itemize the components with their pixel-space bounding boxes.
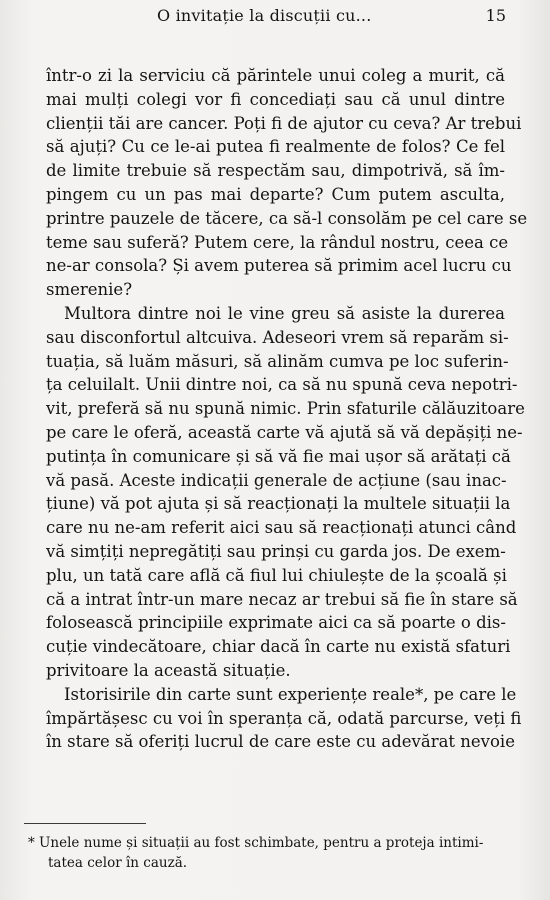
text-line: într-o zi la serviciu că părintele unui coleg a murit, că xyxy=(46,66,505,85)
text-line: smerenie? xyxy=(46,280,133,300)
text-line: cuție vindecătoare, chiar dacă în carte nu există sfaturi xyxy=(46,637,511,657)
text-line: tuația, să luăm măsuri, să alinăm cumva pe loc suferin- xyxy=(46,351,509,371)
text-line: Multora dintre noi le vine greu să asiste la durerea xyxy=(64,303,505,323)
text-line: care nu ne-am referit aici sau să reacționați atunci când xyxy=(46,518,517,538)
text-line: vă simțiți nepregătiți sau prinși cu garda jos. De exem- xyxy=(46,541,506,561)
running-title: O invitație la discuții cu... xyxy=(157,6,372,25)
text-line: putința în comunicare și să vă fie mai ușor să arătați că xyxy=(46,446,511,466)
text-line: vit, preferă să nu spună nimic. Prin sfaturile călăuzitoare xyxy=(46,399,525,419)
text-line: clienții tăi are cancer. Poți fi de ajutor cu ceva? Ar trebui xyxy=(46,113,522,133)
text-line: sau disconfortul altcuiva. Adeseori vrem să reparăm si- xyxy=(46,327,509,347)
text-line: printre pauzele de tăcere, ca să-l consolăm pe cel care se xyxy=(46,208,528,228)
page-number: 15 xyxy=(485,6,506,25)
text-line: ne-ar consola? Și avem puterea să primim acel lucru cu xyxy=(46,256,512,276)
footnote-divider xyxy=(24,823,146,824)
footnote-line: * Unele nume și situații au fost schimbate, pentru a proteja intimi- xyxy=(28,835,484,851)
body-text xyxy=(46,64,528,754)
text-line: teme sau suferă? Putem cere, la rândul nostru, ceea ce xyxy=(46,232,509,252)
text-line: pe care le oferă, această carte vă ajută să vă depășiți ne- xyxy=(46,422,523,442)
text-line: folosească principiile exprimate aici ca să poarte o dis- xyxy=(46,613,506,633)
footnote-line: tatea celor în cauză. xyxy=(48,855,188,871)
text-line: țiune) vă pot ajuta și să reacționați la multele situații la xyxy=(46,494,511,514)
text-line: privitoare la această situație. xyxy=(46,660,291,680)
text-line: mai mulți colegi vor fi concediați sau că unul dintre xyxy=(46,89,505,109)
text-line: Istorisirile din carte sunt experiențe reale*, pe care le xyxy=(64,684,517,704)
text-line: pingem cu un pas mai departe? Cum putem asculta, xyxy=(46,184,505,204)
text-line: să ajuți? Cu ce le-ai putea fi realmente de folos? Ce fel xyxy=(46,137,505,157)
text-line: împărtășesc cu voi în speranța că, odată parcurse, veți fi xyxy=(46,708,522,728)
text-line: în stare să oferiți lucrul de care este cu adevărat nevoie xyxy=(46,732,515,752)
text-line: ța celuilalt. Unii dintre noi, ca să nu spună ceva nepotri- xyxy=(46,375,518,395)
text-line: vă pasă. Aceste indicații generale de acțiune (sau inac- xyxy=(46,470,507,490)
text-line: de limite trebuie să respectăm sau, dimpotrivă, să îm- xyxy=(46,161,505,181)
text-line: plu, un tată care află că fiul lui chiulește de la școală și xyxy=(46,565,507,585)
text-line: că a intrat într-un mare necaz ar trebui să fie în stare să xyxy=(46,589,518,609)
footnotes xyxy=(28,833,508,873)
page-header xyxy=(0,0,550,44)
